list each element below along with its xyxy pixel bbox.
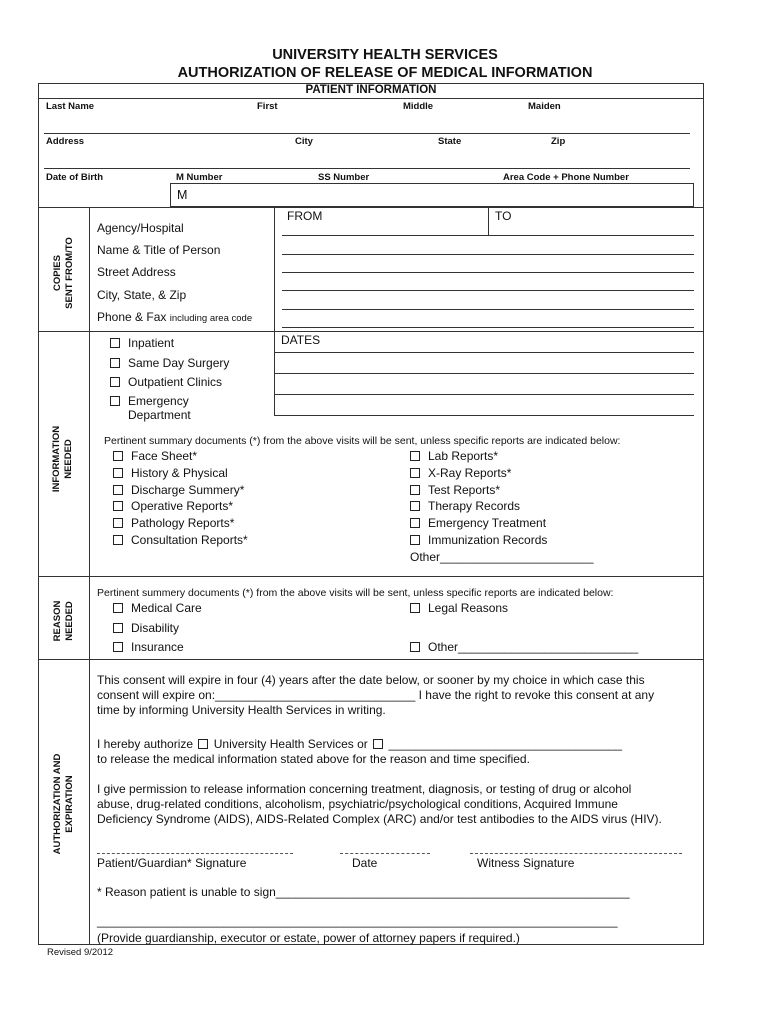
address-line[interactable] [44,168,690,169]
authorize-line-2: to release the medical information stated above for the reason and time specified. [97,752,530,766]
checkbox-icon[interactable] [410,603,420,613]
dates-line-4[interactable] [274,415,694,416]
checkbox-icon[interactable] [410,642,420,652]
date-line[interactable] [340,853,430,854]
consent-line-1: This consent will expire in four (4) years after the date below, or sooner by my choice in which case this [97,673,645,687]
visit-inpatient[interactable]: Inpatient [110,336,174,350]
information-side-label: INFORMATION NEEDED [51,425,74,493]
doc-consultation-reports[interactable]: Consultation Reports* [113,533,248,547]
checkbox-icon[interactable] [113,642,123,652]
doc-operative-reports[interactable]: Operative Reports* [113,499,233,513]
phone-label: Area Code + Phone Number [503,172,629,183]
permission-line-2: abuse, drug-related conditions, alcoholism, psychiatric/psychological conditions, Acquired Immune [97,797,618,811]
checkbox-icon[interactable] [113,623,123,633]
permission-line-3: Deficiency Syndrome (AIDS), AIDS-Related Complex (ARC) and/or test antibodies to the AIDS virus (HIV). [97,812,662,826]
copies-line-2[interactable] [282,254,694,255]
city-state-zip-label: City, State, & Zip [97,288,187,302]
m-prefix: M [177,188,188,202]
to-label: TO [495,209,512,223]
city-label: City [295,136,313,147]
copies-line-4[interactable] [282,290,694,291]
doc-pathology-reports[interactable]: Pathology Reports* [113,516,234,530]
checkbox-icon[interactable] [113,485,123,495]
copies-line-1[interactable] [282,235,694,236]
doc-discharge-summary[interactable]: Discharge Summery* [113,483,244,497]
copies-side-label: COPIES SENT FROM/TO [52,237,75,309]
consent-line-3: time by informing University Health Services in writing. [97,703,386,717]
copies-line-5[interactable] [282,309,694,310]
checkbox-icon[interactable] [110,358,120,368]
additional-blank-line[interactable]: ______________________________________________________________________________ [97,914,618,928]
checkbox-icon[interactable] [113,603,123,613]
dates-line-1[interactable] [274,352,694,353]
witness-signature-label: Witness Signature [477,856,575,870]
date-label: Date [352,856,378,870]
checkbox-icon[interactable] [410,535,420,545]
street-label: Street Address [97,265,176,279]
reason-legal-reasons[interactable]: Legal Reasons [410,601,508,615]
guardianship-note: (Provide guardianship, executor or estate, power of attorney papers if required.) [97,931,520,945]
visit-same-day-surgery[interactable]: Same Day Surgery [110,356,229,370]
visit-department-text: Department [128,408,191,422]
consent-line-2: consent will expire on:______________________________ I have the right to revoke this consent at any [97,688,655,702]
checkbox-icon[interactable] [410,518,420,528]
copies-line-6[interactable] [282,327,694,328]
state-label: State [438,136,462,147]
dates-line-3[interactable] [274,394,694,395]
first-name-label: First [257,101,278,112]
checkbox-icon[interactable] [410,501,420,511]
checkbox-icon[interactable] [113,451,123,461]
middle-name-label: Middle [403,101,434,112]
doc-therapy-records[interactable]: Therapy Records [410,499,520,513]
other-party-checkbox-icon[interactable] [373,739,383,749]
witness-signature-line[interactable] [470,853,682,854]
id-fields-box[interactable] [170,183,694,207]
revised-date: Revised 9/2012 [47,947,114,958]
phone-fax-label: Phone & Fax including area code [97,310,253,324]
reason-insurance[interactable]: Insurance [113,640,184,654]
reason-side-label: REASON NEEDED [52,600,75,642]
checkbox-icon[interactable] [410,451,420,461]
checkbox-icon[interactable] [110,396,120,406]
section-title: PATIENT INFORMATION [305,84,437,96]
checkbox-icon[interactable] [113,518,123,528]
doc-emergency-treatment[interactable]: Emergency Treatment [410,516,546,530]
name-line[interactable] [44,133,690,134]
last-name-label: Last Name [46,101,95,112]
zip-label: Zip [551,136,566,147]
doc-test-reports[interactable]: Test Reports* [410,483,500,497]
person-label: Name & Title of Person [97,243,221,257]
visit-outpatient-clinics[interactable]: Outpatient Clinics [110,375,222,389]
uhs-checkbox-icon[interactable] [198,739,208,749]
address-label: Address [46,136,85,147]
permission-line-1: I give permission to release information concerning treatment, diagnosis, or testing of drug or alcohol [97,782,632,796]
patient-signature-line[interactable] [97,853,293,854]
doc-face-sheet[interactable]: Face Sheet* [113,449,197,463]
form-title: UNIVERSITY HEALTH SERVICES [272,47,498,63]
unable-to-sign-field[interactable]: * Reason patient is unable to sign_____________________________________________________ [97,885,630,899]
checkbox-icon[interactable] [410,468,420,478]
checkbox-icon[interactable] [113,468,123,478]
visit-emergency[interactable]: Emergency [110,394,189,408]
doc-lab-reports[interactable]: Lab Reports* [410,449,498,463]
ss-number-label: SS Number [318,172,370,183]
dob-label: Date of Birth [46,172,103,183]
agency-label: Agency/Hospital [97,221,184,235]
doc-history-physical[interactable]: History & Physical [113,466,228,480]
checkbox-icon[interactable] [410,485,420,495]
checkbox-icon[interactable] [113,535,123,545]
reason-disability[interactable]: Disability [113,621,179,635]
authorize-line: I hereby authorize University Health Services or ___________________________________ [97,737,623,751]
copies-line-3[interactable] [282,272,694,273]
reason-medical-care[interactable]: Medical Care [113,601,202,615]
reason-other[interactable]: Other___________________________ [410,640,638,654]
from-label: FROM [287,209,323,223]
m-number-label: M Number [176,172,223,183]
patient-signature-label: Patient/Guardian* Signature [97,856,247,870]
checkbox-icon[interactable] [113,501,123,511]
information-pertinent-note: Pertinent summary documents (*) from the above visits will be sent, unless specific reports are indicated below: [104,435,621,447]
doc-immunization-records[interactable]: Immunization Records [410,533,547,547]
authorization-side-label: AUTHORIZATION AND EXPIRATION [52,753,75,855]
checkbox-icon[interactable] [110,338,120,348]
checkbox-icon[interactable] [110,377,120,387]
dates-line-2[interactable] [274,373,694,374]
doc-xray-reports[interactable]: X-Ray Reports* [410,466,511,480]
reason-pertinent-note: Pertinent summery documents (*) from the above visits will be sent, unless specific reports are indicated below: [97,587,614,599]
maiden-name-label: Maiden [528,101,561,112]
doc-other-field[interactable]: Other_______________________ [410,550,594,564]
dates-label: DATES [281,333,321,347]
form-subtitle: AUTHORIZATION OF RELEASE OF MEDICAL INFORMATION [177,65,593,81]
